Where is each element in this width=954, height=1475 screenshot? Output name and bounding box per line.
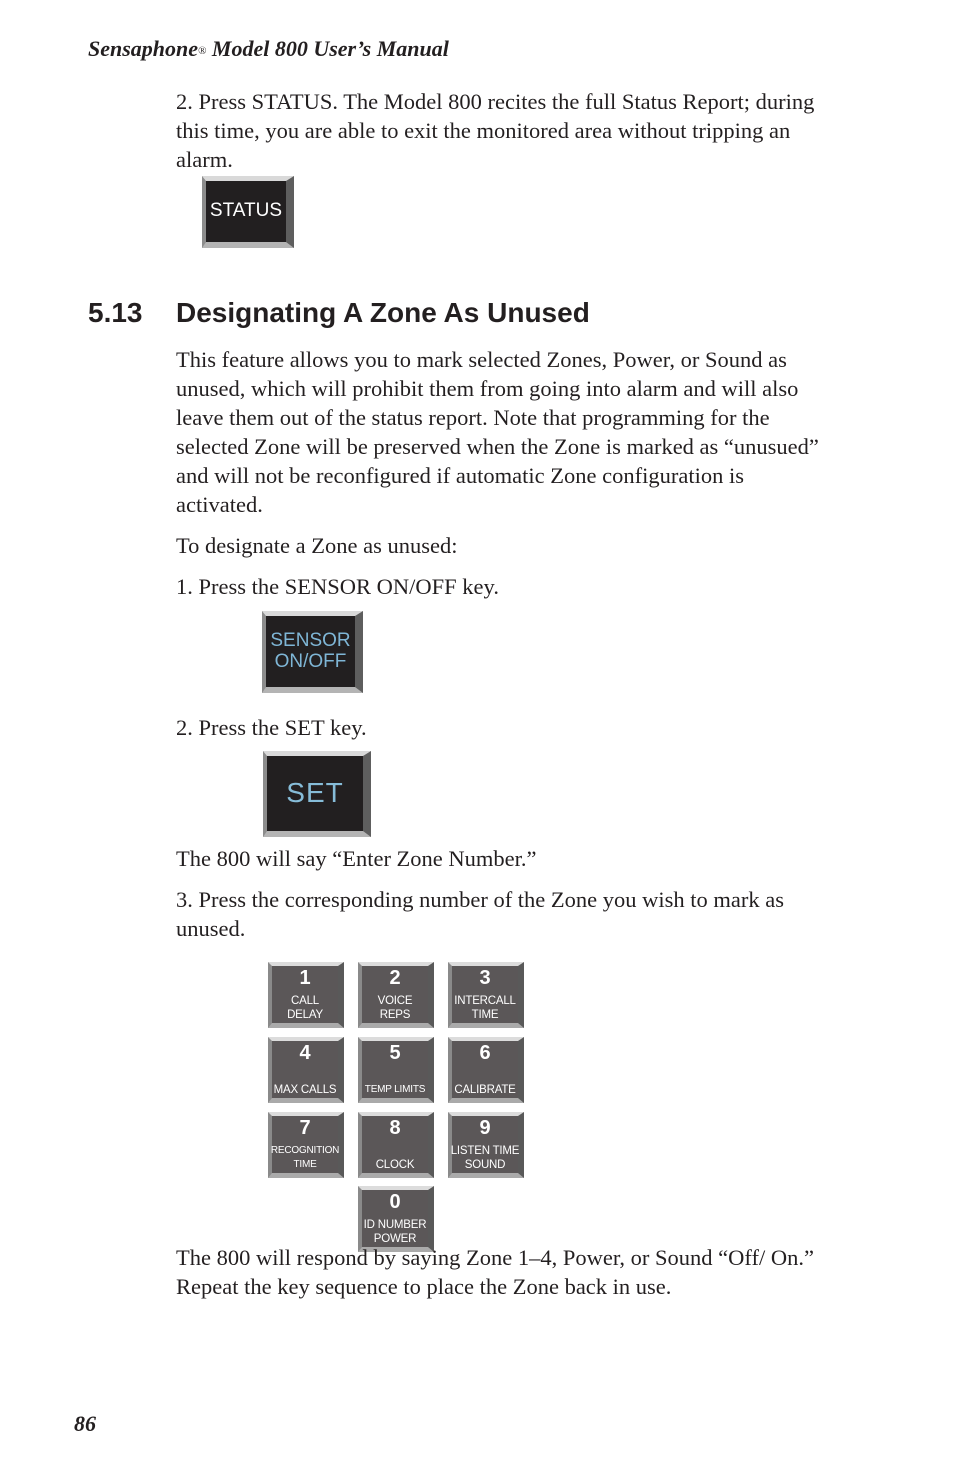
key-digit: 4 (299, 1042, 311, 1064)
step-3: 3. Press the corresponding number of the Zone you wish to mark as unused. (176, 887, 785, 941)
key-digit: 9 (479, 1117, 491, 1139)
key-digit: 0 (389, 1191, 401, 1213)
key-label-1: TEMP LIMITS (364, 1084, 426, 1095)
key-digit: 6 (479, 1042, 491, 1064)
keypad-key-5 (358, 1037, 434, 1103)
key-label-2: REPS (379, 1009, 411, 1021)
key-digit: 5 (389, 1042, 401, 1064)
keypad-key-3 (448, 962, 524, 1028)
key-label-2: POWER (373, 1233, 417, 1245)
key-label-1: MAX CALLS (273, 1084, 337, 1096)
section-number: 5.13 (88, 297, 143, 328)
sensor-key-line1: SENSOR (270, 629, 351, 651)
key-label-1: VOICE (377, 995, 413, 1007)
closing-paragraph: The 800 will respond by saying Zone 1–4, Power, or Sound “Off/ On.” Repeat the key sequence to place the Zone back in use. (176, 1245, 814, 1299)
key-digit: 8 (389, 1117, 401, 1139)
running-header (88, 36, 449, 62)
sensor-on-off-key (262, 611, 363, 693)
step-press-status: 2. Press STATUS. The Model 800 recites the full Status Report; during this time, you are able to exit the monitored area without tripping an alarm. (176, 89, 815, 172)
step-1: 1. Press the SENSOR ON/OFF key. (176, 574, 499, 599)
header-title: Model 800 User’s Manual (211, 36, 449, 61)
key-digit: 2 (389, 967, 401, 989)
key-label-1: INTERCALL (454, 995, 516, 1007)
key-label-2: TIME (293, 1159, 317, 1170)
key-label-1: ID NUMBER (363, 1219, 427, 1231)
keypad-key-9 (448, 1112, 524, 1178)
keypad-key-6 (448, 1037, 524, 1103)
key-digit: 7 (299, 1117, 311, 1139)
key-digit: 1 (299, 967, 311, 989)
to-designate: To designate a Zone as unused: (176, 533, 458, 558)
set-key (263, 751, 371, 837)
key-label-1: LISTEN TIME (450, 1145, 520, 1157)
key-label-1: CLOCK (375, 1159, 415, 1171)
keypad-key-2 (358, 962, 434, 1028)
section-title: Designating A Zone As Unused (176, 297, 590, 328)
enter-zone-text: The 800 will say “Enter Zone Number.” (176, 846, 537, 871)
key-label-1: CALIBRATE (454, 1084, 516, 1096)
keypad-key-4 (268, 1037, 344, 1103)
keypad-key-1 (268, 962, 344, 1028)
section-heading (88, 297, 590, 329)
key-label-1: RECOGNITION (270, 1145, 340, 1156)
keypad-key-8 (358, 1112, 434, 1178)
intro-paragraph: This feature allows you to mark selected Zones, Power, or Sound as unused, which will prohibit them from going into alarm and will also leave them out of the status report. Note that programming for the selected Zone will be preserved when the Zone is marked as “unusued” and will not be reconfigured if automatic Zone configuration is activated. (176, 347, 819, 517)
status-key-label: STATUS (209, 200, 283, 222)
sensor-key-line2: ON/OFF (274, 650, 347, 672)
keypad-key-7 (268, 1112, 344, 1178)
header-brand: Sensaphone (88, 36, 199, 61)
key-label-1: CALL (291, 995, 319, 1007)
step-2: 2. Press the SET key. (176, 715, 367, 740)
page-number: 86 (74, 1411, 96, 1436)
registered-mark: ® (198, 45, 207, 57)
key-label-2: TIME (471, 1009, 499, 1021)
key-label-2: SOUND (464, 1159, 506, 1171)
set-key-label: SET (286, 777, 344, 809)
status-key (202, 176, 294, 248)
key-digit: 3 (479, 967, 491, 989)
key-label-2: DELAY (287, 1009, 323, 1021)
